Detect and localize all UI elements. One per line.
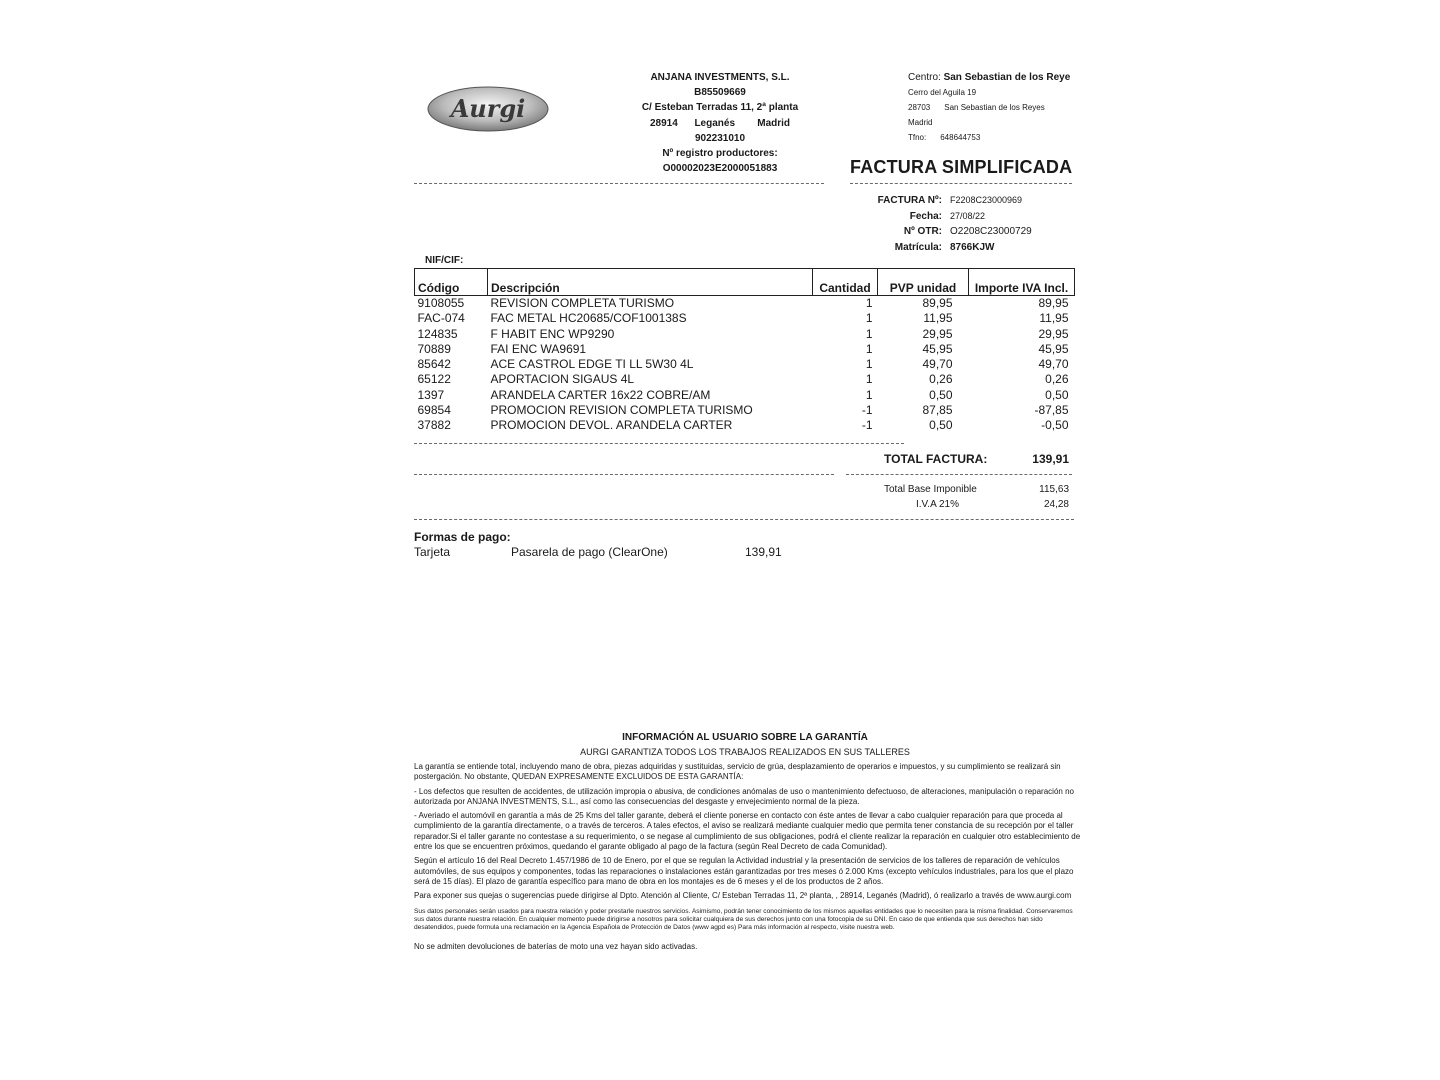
cell-code: 85642: [417, 357, 451, 372]
divider: [414, 519, 1074, 520]
document-title: FACTURA SIMPLIFICADA: [850, 157, 1073, 177]
svg-text:Aurgi: Aurgi: [450, 94, 526, 123]
company-info: [600, 70, 840, 176]
cell-amount: -0,50: [1041, 418, 1069, 433]
center-city: San Sebastian de los Reyes: [944, 103, 1045, 112]
cell-unit-price: 45,95: [922, 341, 953, 356]
cell-description: APORTACION SIGAUS 4L: [490, 372, 635, 387]
center-province: Madrid: [908, 118, 933, 127]
cell-amount: 11,95: [1039, 311, 1069, 326]
company-registry: O00002023E2000051883: [662, 163, 778, 175]
divider: [846, 474, 1072, 475]
base-value: 115,63: [1039, 484, 1069, 495]
total-label: TOTAL FACTURA:: [884, 452, 988, 466]
cell-description: ACE CASTROL EDGE TI LL 5W30 4L: [490, 357, 694, 372]
cell-code: 37882: [417, 418, 451, 433]
header-code: Código: [415, 269, 488, 296]
cell-amount: 0,26: [1045, 372, 1069, 387]
cell-description: FAI ENC WA9691: [490, 341, 587, 356]
nif-label: NIF/CIF:: [425, 255, 464, 266]
cell-code: 65122: [417, 372, 451, 387]
divider: [850, 183, 1072, 184]
table-row: [415, 342, 1075, 357]
company-name: ANJANA INVESTMENTS, S.L.: [650, 72, 790, 83]
warranty-paragraph: La garantía se entiende total, incluyendo mano de obra, piezas adquiridas y sustituidas, servicio de grúa, desplazamiento de operarios e impuestos, y su cumplimiento se realizará sin postergación. No obstante, QUEDAN EXPRESAMENTE EXCLUIDOS DE ESTA GARANTÍA:: [414, 762, 1061, 782]
center-phone: 648644753: [940, 133, 981, 142]
items-table: [414, 268, 1075, 434]
cell-amount: 45,95: [1038, 341, 1069, 356]
cell-unit-price: 0,50: [929, 387, 953, 402]
header-amount: Importe IVA Incl.: [969, 269, 1075, 296]
center-postal: 28703: [908, 103, 931, 112]
cell-unit-price: 11,95: [923, 311, 953, 326]
cell-quantity: 1: [865, 326, 873, 341]
payment-title: Formas de pago:: [414, 530, 511, 544]
divider: [414, 443, 904, 444]
warranty-paragraph: - Los defectos que resulten de accidentes, de utilización impropia o abusiva, de condiciones anómalas de uso o mantenimiento defectuoso, de alteraciones, manipulación o reparación no autorizada por ANJANA INVESTMENTS, S.L., así como las consecuencias del desgaste y envejecimiento normal de la pieza.: [414, 786, 1074, 806]
cell-amount: 89,95: [1038, 296, 1069, 310]
company-postal: 28914: [649, 117, 678, 129]
payment-gateway: Pasarela de pago (ClearOne): [511, 545, 668, 559]
cell-quantity: 1: [865, 372, 873, 387]
header-description: Descripción: [488, 269, 813, 296]
warranty-paragraph: Según el artículo 16 del Real Decreto 1.457/1986 de 10 de Enero, por el que se regulan la Actividad industrial y la presentación de servicios de los talleres de reparación de vehículos automóviles, de sus equipos y componentes, todas las reparaciones o instalaciones están garantizadas por tres meses ó 2.000 Kms (excepto vehículos industriales, para los que el plazo será de 15 días). El plazo de garantía específico para mano de obra en los montajes es de 6 meses y el de los productos de 2 años.: [414, 856, 1074, 886]
cell-quantity: 1: [865, 311, 873, 326]
battery-notice: No se admiten devoluciones de baterías de moto una vez hayan sido activadas.: [414, 942, 698, 952]
cell-description: ARANDELA CARTER 16x22 COBRE/AM: [490, 387, 711, 402]
meta-otr: Nº OTR: O2208C23000729: [903, 226, 1032, 237]
privacy-paragraph: Sus datos personales serán usados para nuestra relación y poder prestarle nuestros servicios. Asimismo, podrán tener conocimiento de los mismos aquellas entidades que lo necesiten para la misma finalidad. Conservaremos sus datos durante nuestra relación. En cualquier momento puede dirigirse a nosotros para solicitar cualquiera de sus derechos junto con una fotocopia de su DNI. En caso de que entienda que sus derechos han sido desatendidos, puede formula una reclamación en la Agencia Española de Protección de Datos (www agpd es) Para más información al respecto, visite nuestra web.: [414, 907, 1073, 932]
cell-amount: -87,85: [1034, 403, 1069, 418]
company-phone: 902231010: [694, 132, 746, 144]
warranty-subtitle: AURGI GARANTIZA TODOS LOS TRABAJOS REALIZADOS EN SUS TALLERES: [580, 747, 910, 757]
iva-label: I.V.A 21%: [916, 499, 959, 510]
total-value: 139,91: [1032, 452, 1069, 466]
table-row: [415, 327, 1075, 342]
meta-plate: Matrícula: 8766KJW: [894, 241, 995, 253]
cell-code: 69854: [417, 403, 451, 418]
cell-description: PROMOCION DEVOL. ARANDELA CARTER: [490, 418, 733, 433]
header-quantity: Cantidad: [813, 269, 878, 296]
center-city-line: [908, 100, 1088, 115]
cell-unit-price: 0,50: [929, 418, 953, 433]
company-address: C/ Esteban Terradas 11, 2ª planta: [641, 102, 799, 114]
cell-description: REVISION COMPLETA TURISMO: [490, 296, 675, 310]
center-phone-line: [908, 130, 1088, 145]
company-registry-label: Nº registro productores:: [662, 148, 778, 160]
cell-quantity: 1: [865, 387, 873, 402]
payment-amount: 139,91: [745, 545, 782, 559]
cell-unit-price: 49,70: [922, 357, 953, 372]
company-cif: B85509669: [694, 87, 746, 99]
invoice-meta: [856, 193, 1032, 255]
company-city: Leganés: [694, 117, 736, 129]
aurgi-logo: [426, 84, 550, 134]
company-city-line: [600, 116, 840, 131]
table-row: [415, 372, 1075, 387]
cell-amount: 0,50: [1045, 387, 1069, 402]
center-label: Centro:: [908, 72, 941, 83]
cell-quantity: 1: [865, 296, 873, 310]
warranty-title: INFORMACIÓN AL USUARIO SOBRE LA GARANTÍA: [622, 732, 868, 743]
cell-code: 70889: [417, 341, 451, 356]
cell-unit-price: 87,85: [922, 403, 953, 418]
warranty-paragraph: - Averiado el automóvil en garantía a más de 25 Kms del taller garante, deberá el cliente ponerse en contacto con éste antes de llevar a cabo cualquier reparación para que proceda al cumplimiento de la garantía directamente, o a través de terceros. A tales efectos, el aviso se realizará mediante cualquier medio que permita tener constancia de su recepción por el taller reparador.Si el taller garante no contestase a su requerimiento, o se negase al cumplimiento de sus obligaciones, podrá el cliente realizar la reparación en cualquier otro establecimiento de entre los que se encuentren próximos, quedando el garante obligado al pago de la factura (según Real Decreto de cada Comunidad).: [414, 811, 1081, 852]
cell-description: FAC METAL HC20685/COF100138S: [490, 311, 687, 326]
complaints-paragraph: Para exponer sus quejas o sugerencias puede dirigirse al Dpto. Atención al Cliente, C/ Esteban Terradas 11, 2ª planta, , 28914, Leganés (Madrid), ó realizarlo a través de www.aurgi.com: [414, 891, 1072, 901]
cell-unit-price: 29,95: [922, 326, 953, 341]
cell-code: 124835: [417, 326, 458, 341]
center-name: San Sebastian de los Reye: [943, 72, 1071, 83]
table-row: [415, 403, 1075, 418]
cell-description: F HABIT ENC WP9290: [490, 326, 615, 341]
divider: [414, 474, 834, 475]
cell-quantity: 1: [865, 341, 873, 356]
table-row: [415, 296, 1075, 312]
cell-unit-price: 89,95: [922, 296, 953, 310]
cell-unit-price: 0,26: [929, 372, 953, 387]
cell-code: FAC-074: [417, 311, 465, 326]
meta-date: Fecha: 27/08/22: [909, 210, 986, 222]
center-heading: [908, 70, 1088, 85]
table-row: [415, 388, 1075, 403]
center-info: [908, 70, 1088, 145]
header-unit-price: PVP unidad: [878, 269, 969, 296]
table-header-row: [415, 269, 1075, 296]
center-phone-label: Tfno:: [908, 133, 927, 142]
center-street: Cerro del Aguila 19: [908, 88, 977, 97]
cell-code: 9108055: [417, 296, 465, 310]
warranty-body: [414, 762, 1082, 957]
divider: [414, 183, 824, 184]
payment-method: Tarjeta: [414, 545, 451, 559]
cell-quantity: -1: [861, 418, 873, 433]
cell-quantity: 1: [865, 357, 873, 372]
cell-amount: 29,95: [1038, 326, 1069, 341]
table-row: [415, 357, 1075, 372]
meta-invoice-number: FACTURA Nº: F2208C23000969: [877, 195, 1023, 206]
table-row: [415, 311, 1075, 326]
cell-quantity: -1: [861, 403, 873, 418]
cell-code: 1397: [417, 387, 445, 402]
base-label: Total Base Imponible: [884, 484, 977, 495]
cell-amount: 49,70: [1038, 357, 1069, 372]
table-row: [415, 418, 1075, 433]
cell-description: PROMOCION REVISION COMPLETA TURISMO: [490, 403, 753, 418]
iva-value: 24,28: [1043, 499, 1069, 510]
company-province: Madrid: [757, 117, 791, 129]
